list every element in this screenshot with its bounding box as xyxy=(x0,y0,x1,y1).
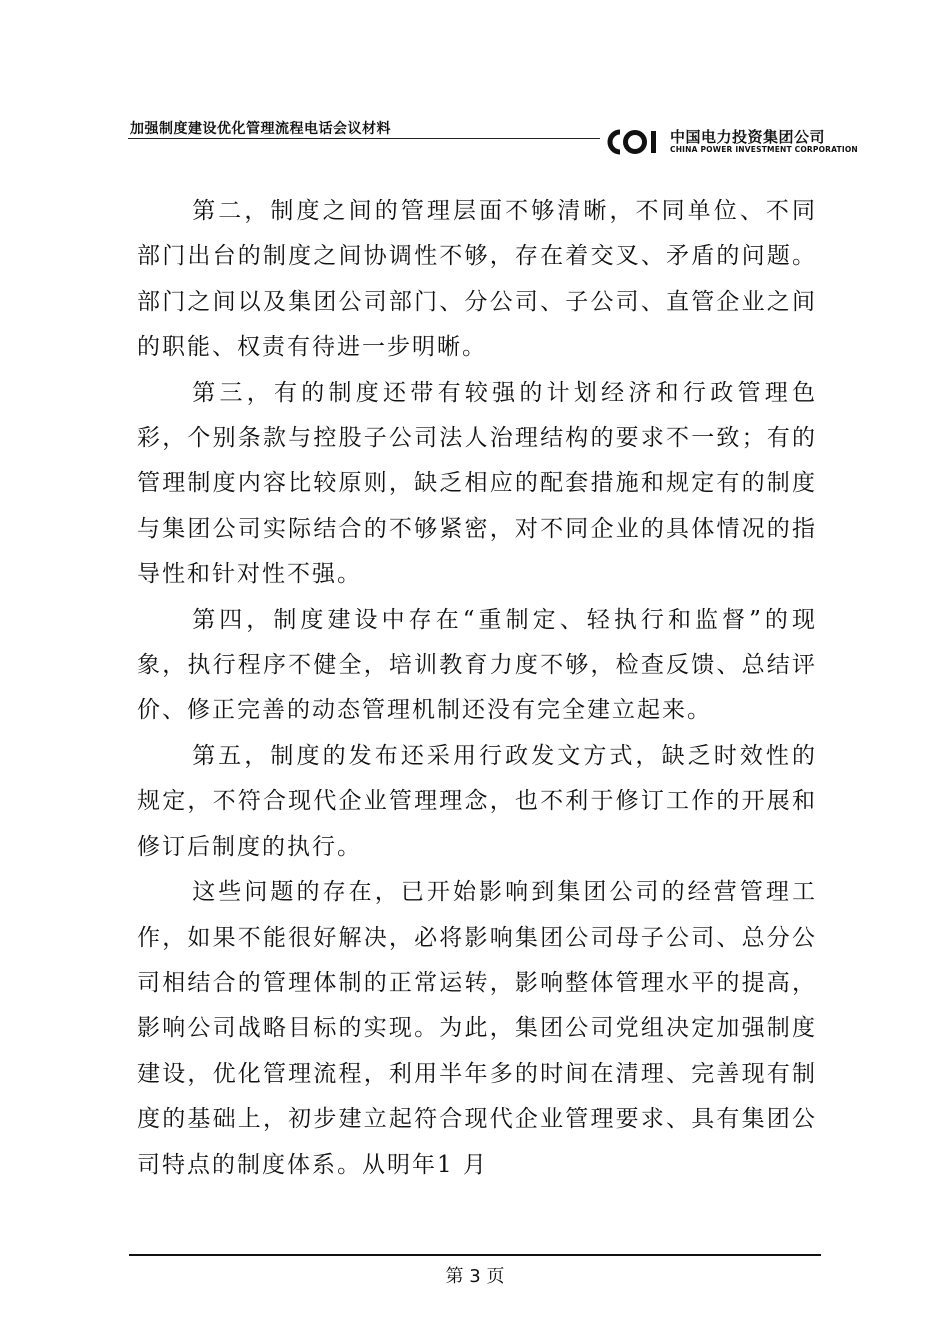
paragraph-fourth: 第四，制度建设中存在“重制定、轻执行和监督”的现象，执行程序不健全，培训教育力度不够，检查反馈、总结评价、修正完善的动态管理机制还没有完全建立起来。 xyxy=(137,606,817,724)
logo-english-name: CHINA POWER INVESTMENT CORPORATION xyxy=(670,145,858,154)
paragraph-conclusion: 这些问题的存在，已开始影响到集团公司的经营管理工作，如果不能很好解决，必将影响集团公司母子公司、总分公司相结合的管理体制的正常运转，影响整体管理水平的提高，影响公司战略目标的实现。为此，集团公司党组决定加强制度建设，优化管理流程，利用半年多的时间在清理、完善现有制度的基础上，初步建立起符合现代企业管理要求、具有集团公司特点的制度体系。从明年1 月 xyxy=(137,879,817,1178)
header-rule xyxy=(128,138,600,139)
paragraph-third: 第三，有的制度还带有较强的计划经济和行政管理色彩，个别条款与控股子公司法人治理结构的要求不一致；有的管理制度内容比较原则，缺乏相应的配套措施和规定有的制度与集团公司实际结合的不够紧密，对不同企业的具体情况的指导性和针对性不强。 xyxy=(137,379,817,588)
document-header-title: 加强制度建设优化管理流程电话会议材料 xyxy=(130,121,391,137)
footer-rule xyxy=(129,1254,821,1256)
paragraph-second: 第二，制度之间的管理层面不够清晰，不同单位、不同部门出台的制度之间协调性不够，存在着交叉、矛盾的问题。部门之间以及集团公司部门、分公司、子公司、直管企业之间的职能、权责有待进一步明晰。 xyxy=(137,198,817,361)
paragraph-fifth: 第五，制度的发布还采用行政发文方式，缺乏时效性的规定，不符合现代企业管理理念，也不利于修订工作的开展和修订后制度的执行。 xyxy=(137,742,817,860)
cpi-logo-icon xyxy=(604,128,666,156)
document-body xyxy=(137,189,817,1188)
page-number: 第 3 页 xyxy=(445,1266,505,1287)
logo-chinese-name: 中国电力投资集团公司 xyxy=(670,128,826,146)
